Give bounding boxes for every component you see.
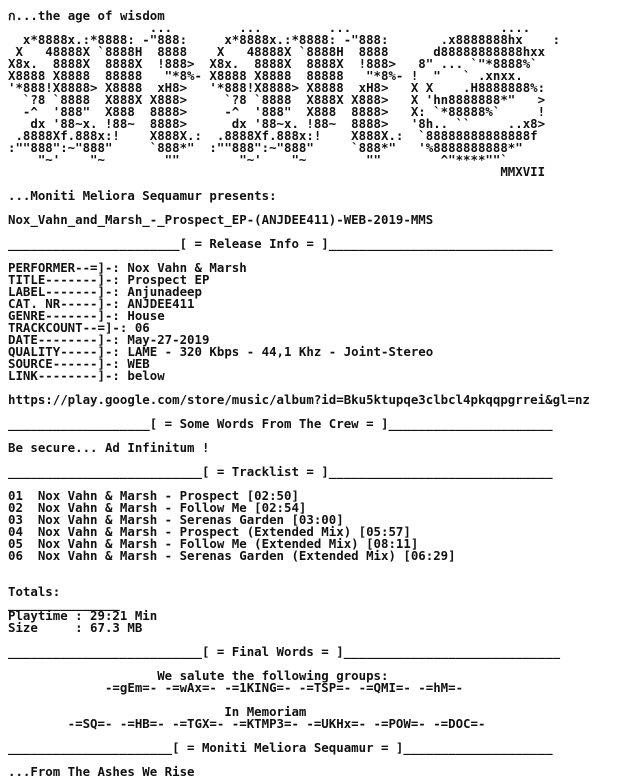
info-source: SOURCE------]-: WEB: [8, 356, 150, 371]
track-item: 06 Nox Vahn & Marsh - Serenas Garden (Extended Mix) [06:29]: [8, 548, 456, 563]
totals-heading: Totals:: [8, 584, 61, 599]
ascii-art-line: x*8888x.:*8888: -"888: x*8888x.:*8888: -"888: .x8888888hx :: [8, 32, 561, 47]
section-header-release-info: _______________________[ = Release Info = ]______________________________: [8, 236, 553, 251]
memoriam-line: In Memoriam: [8, 704, 307, 719]
release-name: Nox_Vahn_and_Marsh_-_Prospect_EP-(ANJDEE411)-WEB-2019-MMS: [8, 212, 434, 227]
track-item: 05 Nox Vahn & Marsh - Follow Me (Extended Mix) [08:11]: [8, 536, 419, 551]
groups-line: -=gEm=- -=wAx=- -=1KING=- -=TSP=- -=QMI=- -=hM=-: [8, 680, 464, 695]
ascii-art-line: :""888":~"888" `888*" :""888":~"888" `888*" '%8888888888*": [8, 140, 523, 155]
presents-line: ...Moniti Meliora Sequamur presents:: [8, 188, 277, 203]
track-item: 04 Nox Vahn & Marsh - Prospect (Extended Mix) [05:57]: [8, 524, 411, 539]
blank-line: [8, 574, 590, 586]
intro-line: ก...the age of wisdom: [8, 8, 165, 23]
blank-line: [8, 562, 590, 574]
crew-words: Be secure... Ad Infinitum !: [8, 440, 210, 455]
track-item: 03 Nox Vahn & Marsh - Serenas Garden [03:00]: [8, 512, 344, 527]
release-url: https://play.google.com/store/music/album?id=Bku5ktupqe3clbcl4pkqqpgrrei&gl=nz: [8, 392, 590, 407]
ascii-art-line: X 48888X `8888H 8888 X 48888X `8888H 8888 d88888888888hxx: [8, 44, 546, 59]
section-header-tracklist: __________________________[ = Tracklist = ]______________________________: [8, 464, 553, 479]
nfo-text: [8, 10, 590, 778]
info-title: TITLE-------]-: Prospect EP: [8, 272, 210, 287]
memoriam-groups-line: -=SQ=- -=HB=- -=TGX=- -=KTMP3=- -=UKHx=- -=POW=- -=DOC=-: [8, 716, 486, 731]
track-item: 02 Nox Vahn & Marsh - Follow Me [02:54]: [8, 500, 307, 515]
info-label: LABEL-------]-: Anjunadeep: [8, 284, 202, 299]
info-quality: QUALITY-----]-: LAME - 320 Kbps - 44,1 Khz - Joint-Stereo: [8, 344, 434, 359]
totals-rule: _______________: [8, 596, 120, 611]
section-header-motto: ______________________[ = Moniti Meliora Sequamur = ]____________________: [8, 740, 553, 755]
ascii-art-line: `?8 `8888 X888X X888> `?8 `8888 X888X X888> X 'hn8888888*" >: [8, 92, 546, 107]
ascii-art-logo: [8, 22, 590, 178]
ascii-art-line: "~' "~ "" "~' "~ "" ^"****""`: [8, 152, 508, 167]
totals-size: Size : 67.3 MB: [8, 620, 143, 635]
ascii-art-line: X8x. 8888X 8888X !888> X8x. 8888X 8888X !888> 8" ... `"*8888%`: [8, 56, 538, 71]
section-header-final-words: __________________________[ = Final Words = ]_____________________________: [8, 644, 561, 659]
info-genre: GENRE-------]-: House: [8, 308, 165, 323]
ascii-art-year: MMXVII: [8, 164, 546, 179]
ascii-art-line: dx '88~x. !88~ 8888> dx '88~x. !88~ 8888> '8h.. `` ..x8>: [8, 116, 546, 131]
ascii-art-line: ... ... ... ....: [8, 20, 531, 35]
info-performer: PERFORMER--=]-: Nox Vahn & Marsh: [8, 260, 247, 275]
track-item: 01 Nox Vahn & Marsh - Prospect [02:50]: [8, 488, 299, 503]
ascii-art-line: '*888!X8888> X8888 xH8> '*888!X8888> X8888 xH8> X X .H8888888%:: [8, 80, 546, 95]
ascii-art-line: X8888 X8888 88888 "*8%- X8888 X8888 88888 "*8%- ! " ` .xnxx.: [8, 68, 523, 83]
salute-line: We salute the following groups:: [8, 668, 389, 683]
info-trackcount: TRACKCOUNT--=]-: 06: [8, 320, 150, 335]
info-cat-nr: CAT. NR-----]-: ANJDEE411: [8, 296, 195, 311]
ascii-art-line: .8888Xf.888x:! X888X.: .8888Xf.888x:! X888X.: `88888888888888f: [8, 128, 538, 143]
info-date: DATE--------]-: May-27-2019: [8, 332, 210, 347]
totals-playtime: Playtime : 29:21 Min: [8, 608, 158, 623]
section-header-crew: ___________________[ = Some Words From The Crew = ]______________________: [8, 416, 553, 431]
info-link: LINK--------]-: below: [8, 368, 165, 383]
closing-line: ...From The Ashes We Rise: [8, 764, 195, 779]
ascii-art-line: -^ '888" X888 8888> -^ '888" X888 8888> X: `*88888%` !: [8, 104, 546, 119]
